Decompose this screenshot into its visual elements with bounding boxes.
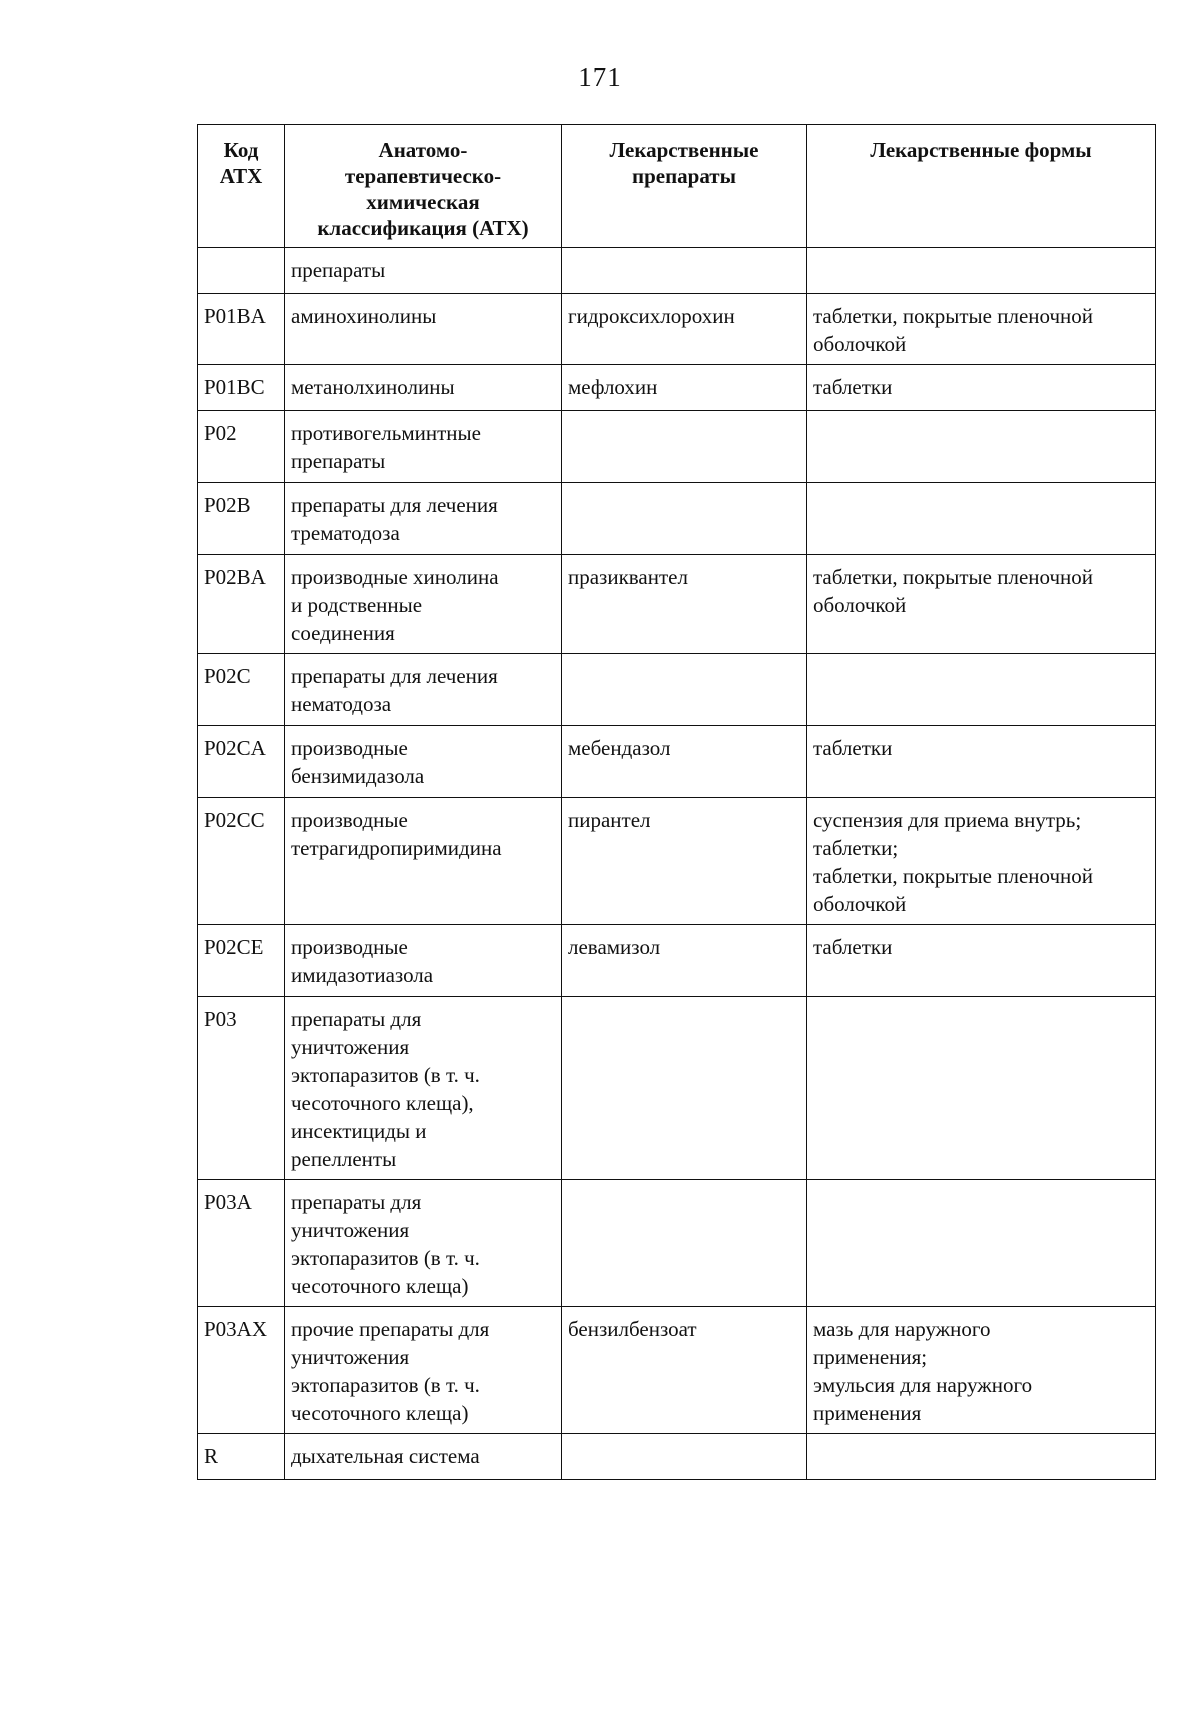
table-row (198, 248, 1156, 294)
cell-code: P02CA (198, 726, 285, 798)
cell-drug: гидроксихлорохин (562, 294, 807, 365)
cell-classification: препараты для уничтожения эктопаразитов (в т. ч. чесоточного клеща) (285, 1180, 562, 1307)
cell-forms: мазь для наружного применения; эмульсия для наружного применения (807, 1307, 1156, 1434)
cell-classification: препараты для уничтожения эктопаразитов (в т. ч. чесоточного клеща), инсектициды и репелленты (285, 997, 562, 1180)
cell-classification: препараты для лечения нематодоза (285, 654, 562, 726)
table-body (198, 248, 1156, 1480)
table-row (198, 411, 1156, 483)
cell-code: P02B (198, 483, 285, 555)
cell-forms (807, 248, 1156, 294)
header-classification: Анатомо- терапевтическо- химическая классификация (АТХ) (285, 125, 562, 248)
cell-classification: производные бензимидазола (285, 726, 562, 798)
table-row (198, 365, 1156, 411)
cell-forms (807, 1180, 1156, 1307)
cell-drug: бензилбензоат (562, 1307, 807, 1434)
cell-code (198, 248, 285, 294)
table-row (198, 997, 1156, 1180)
cell-forms: таблетки, покрытые пленочной оболочкой (807, 555, 1156, 654)
table-row (198, 1434, 1156, 1480)
cell-drug: пирантел (562, 798, 807, 925)
cell-drug (562, 1434, 807, 1480)
cell-forms (807, 411, 1156, 483)
cell-classification: производные имидазотиазола (285, 925, 562, 997)
cell-classification: производные тетрагидропиримидина (285, 798, 562, 925)
cell-forms: таблетки (807, 365, 1156, 411)
cell-code: P03 (198, 997, 285, 1180)
cell-classification: дыхательная система (285, 1434, 562, 1480)
cell-classification: препараты для лечения трематодоза (285, 483, 562, 555)
cell-code: P01BA (198, 294, 285, 365)
cell-forms (807, 654, 1156, 726)
cell-code: P02C (198, 654, 285, 726)
cell-classification: производные хинолина и родственные соединения (285, 555, 562, 654)
table-row (198, 654, 1156, 726)
cell-code: P02BA (198, 555, 285, 654)
cell-classification: метанолхинолины (285, 365, 562, 411)
cell-forms: таблетки (807, 726, 1156, 798)
cell-code: P03AX (198, 1307, 285, 1434)
cell-code: P02CE (198, 925, 285, 997)
cell-code: R (198, 1434, 285, 1480)
header-code: Код АТХ (198, 125, 285, 248)
atx-table (197, 124, 1156, 1480)
cell-classification: противогельминтные препараты (285, 411, 562, 483)
cell-classification: прочие препараты для уничтожения эктопаразитов (в т. ч. чесоточного клеща) (285, 1307, 562, 1434)
table-row (198, 1180, 1156, 1307)
cell-code: P03A (198, 1180, 285, 1307)
cell-forms (807, 483, 1156, 555)
cell-forms (807, 1434, 1156, 1480)
cell-forms: суспензия для приема внутрь; таблетки; таблетки, покрытые пленочной оболочкой (807, 798, 1156, 925)
cell-forms: таблетки, покрытые пленочной оболочкой (807, 294, 1156, 365)
cell-forms (807, 997, 1156, 1180)
cell-drug: левамизол (562, 925, 807, 997)
cell-classification: аминохинолины (285, 294, 562, 365)
cell-code: P02CC (198, 798, 285, 925)
cell-forms: таблетки (807, 925, 1156, 997)
header-drugs: Лекарственные препараты (562, 125, 807, 248)
cell-code: P02 (198, 411, 285, 483)
table-row (198, 1307, 1156, 1434)
cell-drug: мебендазол (562, 726, 807, 798)
cell-drug (562, 411, 807, 483)
header-forms: Лекарственные формы (807, 125, 1156, 248)
table-row (198, 925, 1156, 997)
cell-classification: препараты (285, 248, 562, 294)
table-header-row (198, 125, 1156, 248)
cell-drug (562, 483, 807, 555)
table-row (198, 726, 1156, 798)
cell-drug (562, 248, 807, 294)
cell-drug (562, 997, 807, 1180)
cell-drug (562, 1180, 807, 1307)
cell-code: P01BC (198, 365, 285, 411)
table-row (198, 798, 1156, 925)
table-row (198, 294, 1156, 365)
cell-drug (562, 654, 807, 726)
table-row (198, 555, 1156, 654)
page-number: 171 (578, 62, 622, 92)
table-row (198, 483, 1156, 555)
cell-drug: празиквантел (562, 555, 807, 654)
cell-drug: мефлохин (562, 365, 807, 411)
